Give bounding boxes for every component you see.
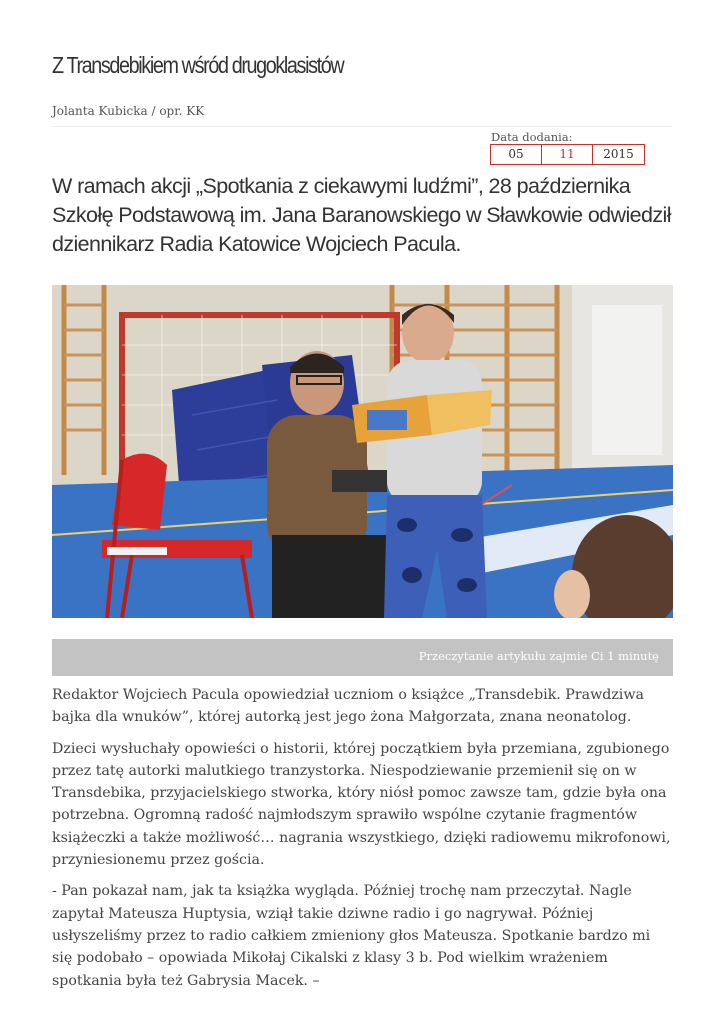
reading-time-text: Przeczytanie artykułu zajmie Ci 1 minutę [418,649,659,663]
date-label: Data dodania: [491,130,573,144]
article-title: Z Transdebikiem wśród drugoklasistów [52,52,344,78]
article-body [52,684,674,1001]
reading-time-bar [52,639,673,676]
header-divider [52,126,672,127]
publish-date [490,144,645,165]
article-author: Jolanta Kubicka / opr. KK [52,104,205,118]
body-paragraph: Dzieci wysłuchały opowieści o historii, której początkiem była przemiana, zgubionego przez tatę autorki malutkiego tranzystorka. Niespodziewanie przemienił się on w Transdebika, przyjacielskiego stworka, który niósł pomoc zawsze tam, gdzie była ona potrzebna. Ogromną radość najmłodszym sprawiło wspólne czytanie fragmentów książeczki a także możliwość… nagrania wszystkiego, dzięki radiowemu mikrofonowi, przyniesionemu przez gościa. [52,740,671,869]
date-year: 2015 [603,147,634,161]
article-photo [52,285,673,618]
date-day: 05 [491,145,542,164]
body-paragraph: Redaktor Wojciech Pacula opowiedział uczniom o książce „Transdebik. Prawdziwa bajka dla wnuków”, której autorką jest jego żona Małgorzata, znana neonatolog. [52,687,644,726]
article-lead: W ramach akcji „Spotkania z ciekawymi ludźmi”, 28 października Szkołę Podstawową im. Jana Baranowskiego w Sławkowie odwiedził dziennikarz Radia Katowice Wojciech Pacula. [52,174,671,256]
date-month: 11 [542,145,593,164]
body-paragraph: - Pan pokazał nam, jak ta książka wygląda. Później trochę nam przeczytał. Nagle zapytał Mateusza Huptysia, wziął takie dziwne radio i go nagrywał. Później usłyszeliśmy przez to radio całkiem zmieniony głos Mateusza. Spotkanie bardzo mi się podobało – opowiada Mikołaj Cikalski z klasy 3 b. Pod wielkim wrażeniem spotkania była też Gabrysia Macek. – [52,883,651,989]
